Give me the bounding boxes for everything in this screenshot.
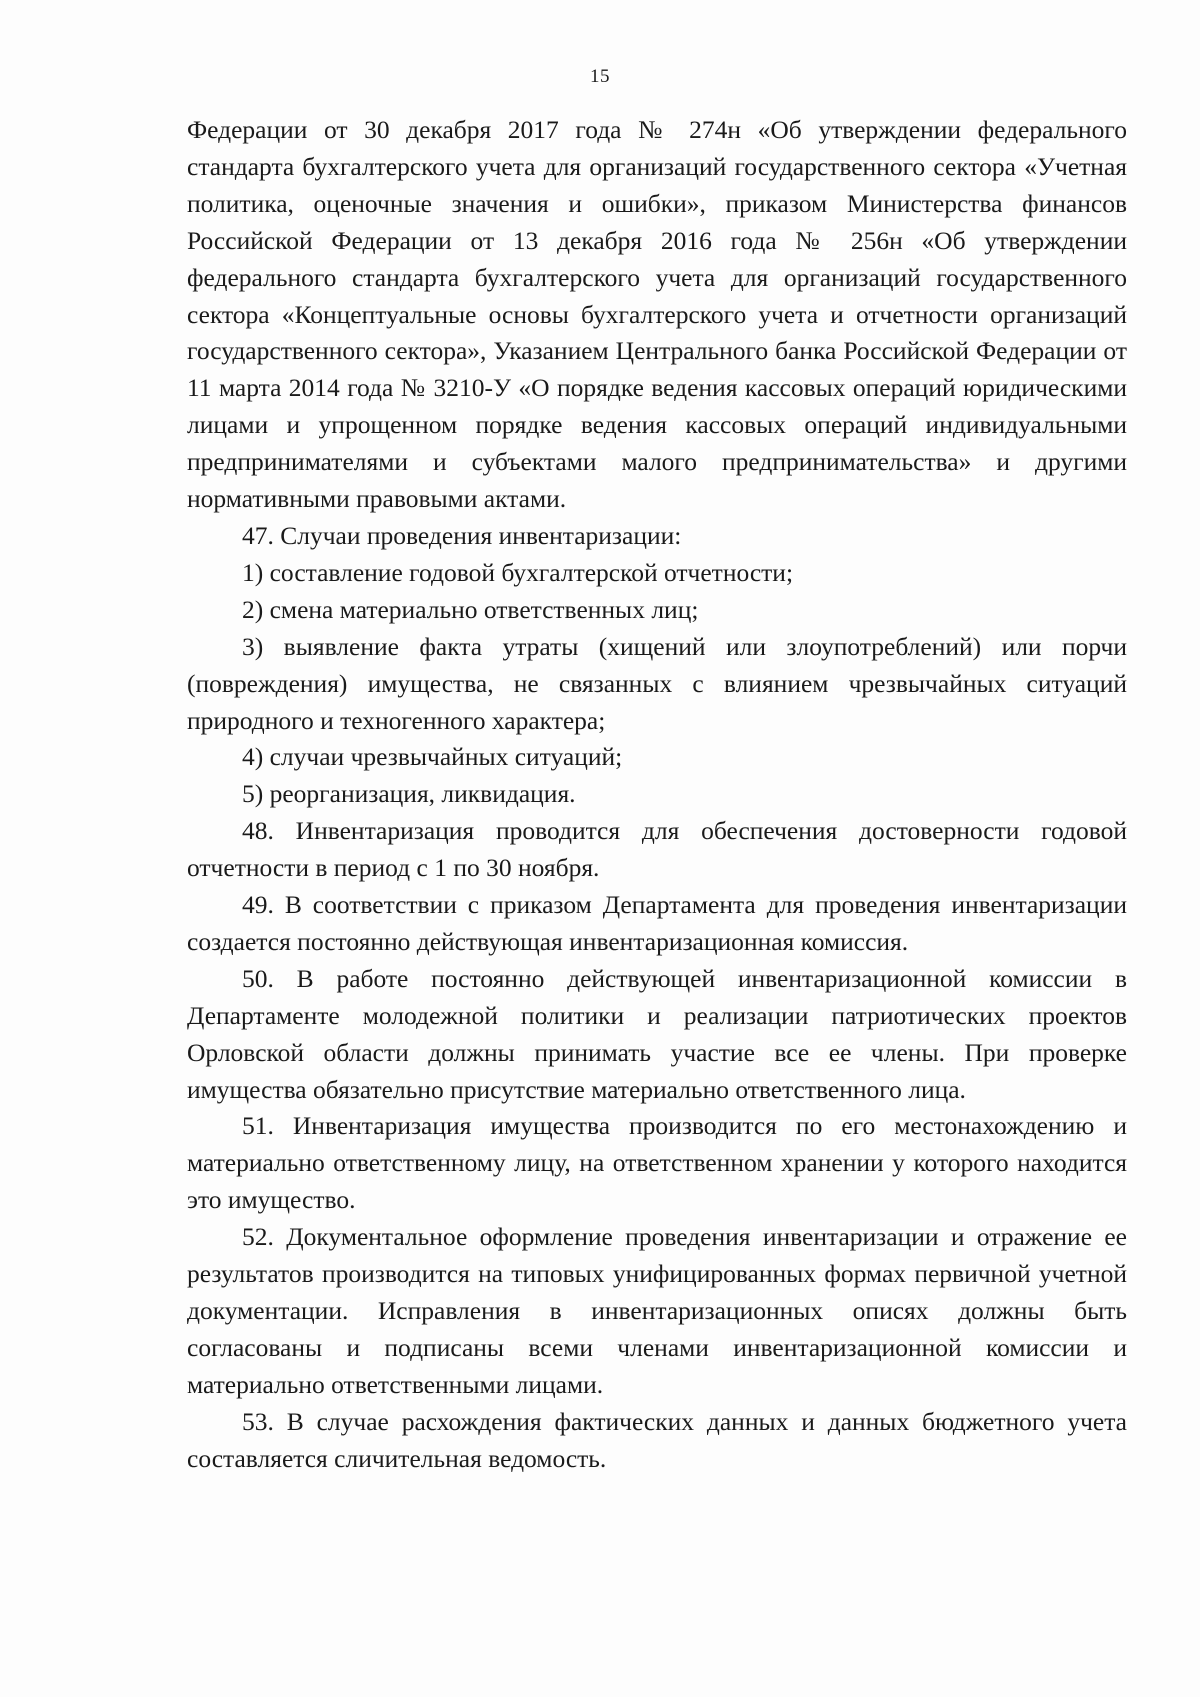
paragraph-50: 50. В работе постоянно действующей инвентаризационной комиссии в Департаменте молодежной политики и реализации патриотических проектов Орловской области должны принимать участие все ее члены. При проверке имущества обязательно присутствие материально ответственного лица. xyxy=(187,963,1127,1104)
paragraph-51: 51. Инвентаризация имущества производится по его местонахождению и материально ответственному лицу, на ответственном хранении у которого находится это имущество. xyxy=(187,1111,1127,1215)
list-item-1: 1) составление годовой бухгалтерской отчетности; xyxy=(242,557,794,587)
list-item-3: 3) выявление факта утраты (хищений или злоупотреблений) или порчи (повреждения) имущества, не связанных с влиянием чрезвычайных ситуаций природного и техногенного характера; xyxy=(187,631,1127,735)
paragraph-48: 48. Инвентаризация проводится для обеспечения достоверности годовой отчетности в период с 1 по 30 ноября. xyxy=(187,816,1127,883)
paragraph-47: 47. Случаи проведения инвентаризации: xyxy=(242,520,682,550)
paragraph-continuation: Федерации от 30 декабря 2017 года № 274н «Об утверждении федерального стандарта бухгалтерского учета для организаций государственного сектора «Учетная политика, оценочные значения и ошибки», приказом Министерства финансов Российской Федерации от 13 декабря 2016 года № 256н «Об утверждении федерального стандарта бухгалтерского учета для организаций государственного сектора «Концептуальные основы бухгалтерского учета и отчетности организаций государственного сектора», Указанием Центрального банка Российской Федерации от 11 марта 2014 года № 3210-У «О порядке ведения кассовых операций юридическими лицами и упрощенном порядке ведения кассовых операций индивидуальными предпринимателями и субъектами малого предпринимательства» и другими нормативными правовыми актами. xyxy=(187,115,1127,514)
document-body xyxy=(187,112,1127,1478)
list-item-5: 5) реорганизация, ликвидация. xyxy=(242,779,576,809)
page-number: 15 xyxy=(590,66,610,87)
list-item-4: 4) случаи чрезвычайных ситуаций; xyxy=(242,742,623,772)
paragraph-53: 53. В случае расхождения фактических данных и данных бюджетного учета составляется сличительная ведомость. xyxy=(187,1406,1127,1473)
paragraph-49: 49. В соответствии с приказом Департамента для проведения инвентаризации создается постоянно действующая инвентаризационная комиссия. xyxy=(187,890,1127,956)
paragraph-52: 52. Документальное оформление проведения инвентаризации и отражение ее результатов производится на типовых унифицированных формах первичной учетной документации. Исправления в инвентаризационных описях должны быть согласованы и подписаны всеми членами инвентаризационной комиссии и материально ответственными лицами. xyxy=(187,1222,1127,1399)
list-item-2: 2) смена материально ответственных лиц; xyxy=(242,594,699,624)
